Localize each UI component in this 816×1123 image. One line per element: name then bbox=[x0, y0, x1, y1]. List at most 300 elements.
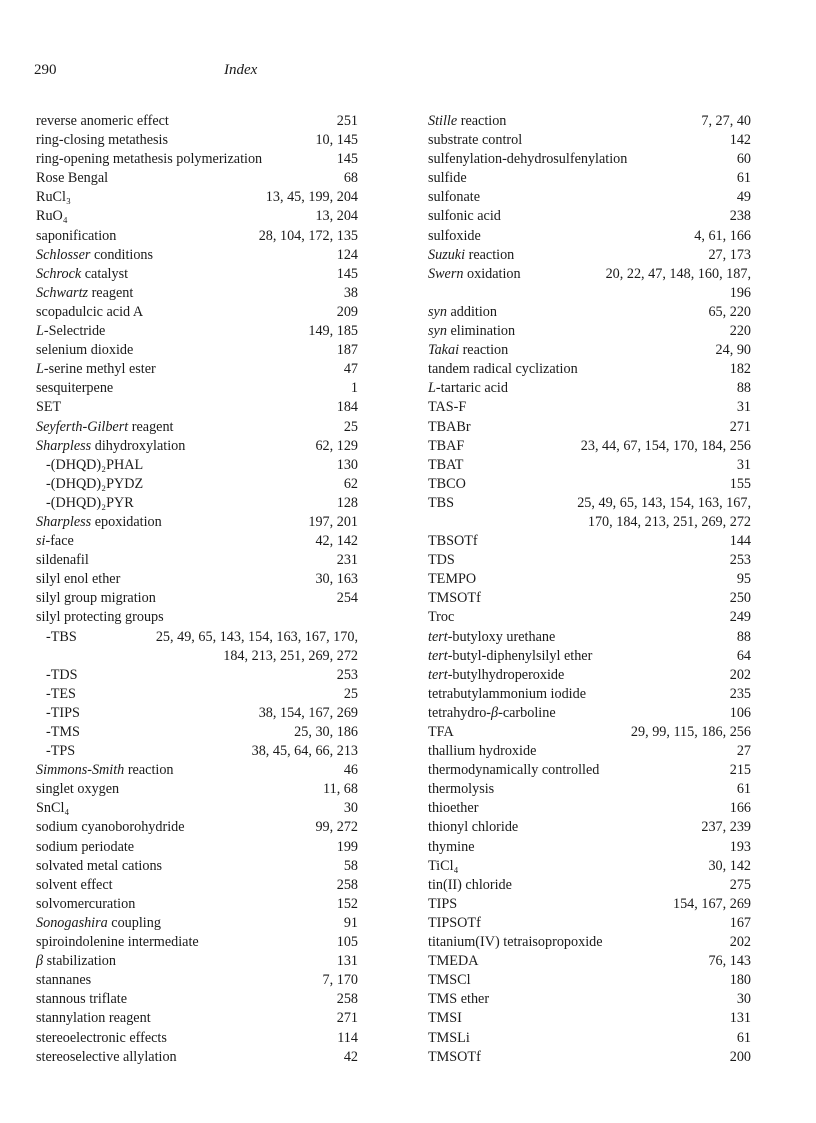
index-entry bbox=[428, 570, 751, 589]
index-entry-continuation bbox=[36, 647, 358, 666]
term-pre: -TMS bbox=[46, 724, 80, 740]
term-pre: stannylation reagent bbox=[36, 1010, 151, 1027]
page-references: 124 bbox=[336, 246, 358, 263]
index-entry bbox=[428, 990, 751, 1009]
index-term bbox=[36, 437, 185, 456]
index-term bbox=[428, 379, 508, 398]
index-entry bbox=[428, 818, 751, 837]
index-term bbox=[428, 150, 627, 169]
index-term bbox=[36, 1029, 167, 1048]
index-entry bbox=[428, 933, 751, 952]
term-pre: solvomercuration bbox=[36, 895, 136, 912]
page-references: 166 bbox=[729, 800, 751, 817]
index-entry bbox=[36, 876, 358, 895]
page-references: 13, 45, 199, 204 bbox=[265, 189, 358, 206]
index-entry bbox=[428, 628, 751, 647]
index-term bbox=[428, 207, 501, 226]
index-entry bbox=[428, 838, 751, 857]
term-pre: TMSOTf bbox=[428, 590, 481, 607]
term-pre: TMS ether bbox=[428, 991, 490, 1008]
page-references: 60 bbox=[736, 151, 751, 168]
index-term bbox=[428, 1029, 470, 1048]
index-term bbox=[428, 532, 478, 551]
index-term bbox=[36, 704, 80, 723]
index-entry bbox=[36, 570, 358, 589]
index-term bbox=[428, 169, 467, 188]
index-subentry bbox=[36, 475, 358, 494]
index-entry bbox=[428, 666, 751, 685]
index-column-left bbox=[36, 112, 358, 1067]
term-it: Schwartz bbox=[36, 284, 89, 301]
term-pre: stereoelectronic effects bbox=[36, 1029, 167, 1046]
index-entry bbox=[428, 532, 751, 551]
index-entry bbox=[428, 494, 751, 513]
page-references: 271 bbox=[729, 418, 751, 435]
page-references: 47 bbox=[343, 361, 358, 378]
index-entry bbox=[36, 895, 358, 914]
index-term bbox=[36, 799, 69, 818]
term-pre: sildenafil bbox=[36, 552, 89, 569]
page-references: 46 bbox=[343, 762, 358, 779]
page-references: 4, 61, 166 bbox=[694, 227, 751, 244]
index-term bbox=[36, 169, 108, 188]
index-term bbox=[36, 494, 134, 513]
term-it: tert bbox=[428, 647, 448, 664]
page-references: 184, 213, 251, 269, 272 bbox=[223, 647, 358, 664]
page-references: 170, 184, 213, 251, 269, 272 bbox=[587, 513, 751, 530]
index-entry-continuation bbox=[428, 513, 751, 532]
page-references: 144 bbox=[729, 533, 751, 550]
page-references: 145 bbox=[336, 151, 358, 168]
term-pre: sulfoxide bbox=[428, 227, 481, 244]
term-post: -serine methyl ester bbox=[43, 361, 156, 378]
page-number: 290 bbox=[34, 62, 57, 78]
page-references: 88 bbox=[736, 628, 751, 645]
term-it: Schlosser bbox=[36, 246, 91, 263]
index-term bbox=[36, 532, 74, 551]
index-entry bbox=[428, 303, 751, 322]
term-pre: TBABr bbox=[428, 418, 471, 435]
page-references: 31 bbox=[736, 456, 751, 473]
page-references: 142 bbox=[729, 132, 751, 149]
index-entry bbox=[428, 876, 751, 895]
page-references: 30 bbox=[343, 800, 358, 817]
index-term bbox=[36, 246, 153, 265]
index-subentry bbox=[36, 723, 358, 742]
term-pre: silyl protecting groups bbox=[36, 609, 164, 626]
page-references: 155 bbox=[729, 475, 751, 492]
page-references: 199 bbox=[336, 838, 358, 855]
page-references: 76, 143 bbox=[708, 953, 751, 970]
index-term bbox=[428, 494, 454, 513]
index-entry-continuation bbox=[428, 284, 751, 303]
term-post: -Selectride bbox=[43, 323, 106, 340]
index-entry bbox=[36, 818, 358, 837]
index-subentry bbox=[36, 628, 358, 647]
term-post: dihydroxylation bbox=[91, 437, 186, 454]
index-term bbox=[428, 895, 457, 914]
index-entry bbox=[428, 1029, 751, 1048]
term-pre: SET bbox=[36, 399, 62, 416]
index-term bbox=[36, 933, 199, 952]
index-entry bbox=[36, 360, 358, 379]
index-entry bbox=[36, 952, 358, 971]
index-term bbox=[428, 838, 475, 857]
index-term bbox=[428, 628, 555, 647]
index-term bbox=[36, 723, 80, 742]
term-post: reaction bbox=[459, 342, 509, 359]
index-entry bbox=[36, 284, 358, 303]
term-post: -carboline bbox=[498, 704, 556, 721]
page-references: 271 bbox=[336, 1010, 358, 1027]
index-entry bbox=[428, 265, 751, 284]
page-references: 249 bbox=[729, 609, 751, 626]
index-term bbox=[428, 780, 494, 799]
index-entry bbox=[428, 398, 751, 417]
page-references: 30, 163 bbox=[315, 571, 358, 588]
page-references: 64 bbox=[736, 647, 751, 664]
index-term bbox=[36, 227, 116, 246]
term-it: si bbox=[36, 533, 46, 550]
term-post: -tartaric acid bbox=[435, 380, 508, 397]
index-entry bbox=[428, 1048, 751, 1067]
index-entry bbox=[36, 838, 358, 857]
index-term bbox=[428, 647, 592, 666]
page-references: 25, 49, 65, 143, 154, 163, 167, 170, bbox=[155, 628, 358, 645]
index-entry bbox=[428, 322, 751, 341]
term-pre: TMSLi bbox=[428, 1029, 470, 1046]
index-entry bbox=[36, 246, 358, 265]
index-entry bbox=[428, 761, 751, 780]
index-term bbox=[36, 570, 120, 589]
page-references: 65, 220 bbox=[708, 303, 751, 320]
index-term bbox=[428, 818, 518, 837]
term-pre: silyl group migration bbox=[36, 590, 156, 607]
index-entry bbox=[36, 799, 358, 818]
term-pre: stereoselective allylation bbox=[36, 1048, 177, 1065]
index-entry bbox=[36, 227, 358, 246]
page-references: 180 bbox=[729, 972, 751, 989]
term-pre: sulfonate bbox=[428, 189, 481, 206]
index-term bbox=[428, 437, 464, 456]
index-entry bbox=[428, 379, 751, 398]
term-it: tert bbox=[428, 666, 448, 683]
term-post: -butyl-diphenylsilyl ether bbox=[447, 647, 593, 664]
term-pre: substrate control bbox=[428, 132, 523, 149]
term-it: L bbox=[36, 323, 44, 340]
page-references: 200 bbox=[729, 1048, 751, 1065]
page-references: 29, 99, 115, 186, 256 bbox=[630, 724, 751, 740]
index-term bbox=[36, 742, 75, 761]
term-it: Suzuki bbox=[428, 246, 466, 263]
index-entry bbox=[36, 857, 358, 876]
term-pre: titanium(IV) tetraisopropoxide bbox=[428, 934, 603, 951]
page-references: 38, 154, 167, 269 bbox=[258, 704, 358, 721]
index-term bbox=[36, 322, 105, 341]
term-pre: thallium hydroxide bbox=[428, 743, 537, 760]
term-post: -butyloxy urethane bbox=[447, 628, 556, 645]
term-pre: thymine bbox=[428, 838, 475, 855]
index-term bbox=[428, 857, 458, 876]
index-term bbox=[36, 551, 89, 570]
page-header bbox=[34, 62, 258, 79]
index-entry bbox=[428, 112, 751, 131]
index-term bbox=[36, 265, 128, 284]
index-term bbox=[36, 188, 71, 207]
page-references: 20, 22, 47, 148, 160, 187, bbox=[605, 265, 751, 282]
term-post: reagent bbox=[128, 418, 174, 435]
index-entry bbox=[428, 608, 751, 627]
page-references: 202 bbox=[729, 666, 751, 683]
index-entry bbox=[36, 1029, 358, 1048]
term-pre: TFA bbox=[428, 724, 454, 740]
index-entry bbox=[36, 532, 358, 551]
index-entry bbox=[36, 589, 358, 608]
page-references: 258 bbox=[336, 876, 358, 893]
index-term bbox=[428, 418, 471, 437]
index-term bbox=[428, 188, 480, 207]
page-references: 154, 167, 269 bbox=[672, 895, 751, 912]
term-post: stabilization bbox=[43, 953, 116, 970]
index-entry bbox=[36, 437, 358, 456]
index-term bbox=[36, 685, 76, 704]
index-entry bbox=[36, 780, 358, 799]
index-entry bbox=[36, 207, 358, 226]
term-pre: saponification bbox=[36, 227, 117, 244]
index-term bbox=[36, 379, 113, 398]
index-term bbox=[428, 876, 512, 895]
index-term bbox=[36, 360, 156, 379]
running-title: Index bbox=[224, 62, 258, 78]
page-references: 25 bbox=[343, 685, 358, 702]
term-pre: tetrahydro- bbox=[428, 704, 492, 721]
term-pre: ring-opening metathesis polymerization bbox=[36, 151, 263, 168]
page-references: 202 bbox=[729, 934, 751, 951]
term-it: Simmons-Smith bbox=[36, 762, 125, 779]
term-it: Swern bbox=[428, 265, 464, 282]
page-references: 184 bbox=[336, 399, 358, 416]
page-references: 11, 68 bbox=[323, 781, 358, 798]
index-entry bbox=[428, 952, 751, 971]
index-entry bbox=[36, 608, 358, 627]
index-term bbox=[36, 456, 143, 475]
index-subentry bbox=[36, 456, 358, 475]
term-it: tert bbox=[428, 628, 448, 645]
page-references: 27, 173 bbox=[708, 246, 751, 263]
index-subentry bbox=[36, 494, 358, 513]
term-post: reaction bbox=[457, 113, 507, 129]
index-term bbox=[36, 818, 185, 837]
term-pre: TBSOTf bbox=[428, 533, 478, 550]
index-term bbox=[428, 456, 463, 475]
term-pre: solvent effect bbox=[36, 876, 113, 893]
term-post: conditions bbox=[90, 246, 154, 263]
index-entry bbox=[428, 685, 751, 704]
index-term bbox=[36, 475, 143, 494]
page-references: 131 bbox=[729, 1010, 751, 1027]
index-entry bbox=[428, 418, 751, 437]
term-it: Sonogashira bbox=[36, 914, 108, 931]
page-references: 25 bbox=[343, 418, 358, 435]
term-pre: stannanes bbox=[36, 972, 92, 989]
index-entry bbox=[36, 990, 358, 1009]
term-post: reaction bbox=[465, 246, 515, 263]
page-references: 114 bbox=[337, 1029, 358, 1046]
term-pre: sulfonic acid bbox=[428, 208, 501, 225]
index-term bbox=[36, 666, 78, 685]
index-entry bbox=[428, 914, 751, 933]
index-term bbox=[36, 303, 143, 322]
term-it: β bbox=[36, 953, 44, 970]
page-references: 30 bbox=[736, 991, 751, 1008]
index-entry bbox=[428, 227, 751, 246]
index-term bbox=[428, 742, 536, 761]
index-term bbox=[428, 589, 481, 608]
index-term bbox=[428, 265, 521, 284]
index-term bbox=[36, 952, 116, 971]
page-references: 61 bbox=[736, 1029, 751, 1046]
index-term bbox=[428, 704, 556, 723]
page-references: 187 bbox=[336, 342, 358, 359]
index-entry bbox=[428, 799, 751, 818]
term-it: syn bbox=[428, 303, 447, 320]
index-entry bbox=[36, 322, 358, 341]
page-references: 42 bbox=[343, 1048, 358, 1065]
page-references: 105 bbox=[336, 934, 358, 951]
page-references: 197, 201 bbox=[308, 513, 358, 530]
index-term bbox=[428, 227, 481, 246]
index-subentry bbox=[36, 685, 358, 704]
page-references: 38 bbox=[343, 284, 358, 301]
index-entry bbox=[428, 857, 751, 876]
term-post: reaction bbox=[124, 762, 174, 779]
index-term bbox=[36, 780, 119, 799]
index-subentry bbox=[36, 742, 358, 761]
index-term bbox=[428, 799, 478, 818]
term-pre: -(DHQD)₂PYDZ bbox=[46, 475, 144, 492]
index-term bbox=[36, 895, 135, 914]
index-entry bbox=[428, 895, 751, 914]
index-term bbox=[36, 608, 164, 627]
index-entry bbox=[36, 971, 358, 990]
term-pre: TBAT bbox=[428, 456, 464, 473]
page-references: 238 bbox=[729, 208, 751, 225]
page-references: 25, 30, 186 bbox=[294, 724, 358, 740]
term-pre: -TIPS bbox=[46, 704, 80, 721]
term-pre: -(DHQD)₂PYR bbox=[46, 494, 134, 511]
index-entry bbox=[428, 207, 751, 226]
page-references: 131 bbox=[336, 953, 358, 970]
term-it: β bbox=[491, 704, 499, 721]
page-references: 152 bbox=[336, 895, 358, 912]
index-entry bbox=[36, 551, 358, 570]
page-references: 182 bbox=[729, 361, 751, 378]
term-pre: sodium periodate bbox=[36, 838, 135, 855]
index-term bbox=[36, 876, 113, 895]
page-references: 49 bbox=[736, 189, 751, 206]
term-pre: sulfide bbox=[428, 170, 467, 187]
page-references: 62 bbox=[343, 475, 358, 492]
index-term bbox=[428, 360, 578, 379]
page-references: 250 bbox=[729, 590, 751, 607]
term-pre: TIPS bbox=[428, 895, 458, 912]
index-entry bbox=[36, 398, 358, 417]
term-pre: RuO₄ bbox=[36, 208, 68, 225]
index-entry bbox=[428, 551, 751, 570]
index-column-right bbox=[428, 112, 751, 1067]
term-post: reagent bbox=[88, 284, 134, 301]
term-post: oxidation bbox=[463, 265, 521, 282]
index-term bbox=[428, 398, 466, 417]
index-term bbox=[36, 112, 169, 131]
index-subentry bbox=[36, 704, 358, 723]
index-entry bbox=[428, 456, 751, 475]
page-references: 220 bbox=[729, 323, 751, 340]
index-entry bbox=[428, 360, 751, 379]
term-pre: -TDS bbox=[46, 666, 78, 683]
page-references: 1 bbox=[350, 380, 358, 397]
term-pre: TMSCl bbox=[428, 972, 471, 989]
index-term bbox=[36, 418, 174, 437]
index-term bbox=[428, 131, 522, 150]
page-references: 30, 142 bbox=[708, 857, 751, 874]
index-entry bbox=[36, 169, 358, 188]
index-term bbox=[428, 246, 514, 265]
index-entry bbox=[36, 1009, 358, 1028]
term-pre: -TPS bbox=[46, 743, 76, 760]
index-entry bbox=[36, 303, 358, 322]
page-references: 95 bbox=[736, 571, 751, 588]
term-post: -face bbox=[45, 533, 74, 550]
term-pre: TiCl₄ bbox=[428, 857, 459, 874]
index-term bbox=[36, 628, 77, 647]
index-subentry bbox=[36, 666, 358, 685]
index-entry bbox=[36, 150, 358, 169]
index-term bbox=[428, 1009, 462, 1028]
page-references: 196 bbox=[729, 284, 751, 301]
term-pre: sesquiterpene bbox=[36, 380, 114, 397]
index-entry bbox=[428, 188, 751, 207]
term-pre: thermodynamically controlled bbox=[428, 762, 600, 779]
term-pre: Rose Bengal bbox=[36, 170, 109, 187]
index-term bbox=[428, 723, 454, 742]
term-pre: TMSI bbox=[428, 1010, 462, 1027]
index-entry bbox=[36, 341, 358, 360]
page-references: 251 bbox=[336, 113, 358, 129]
page-references: 61 bbox=[736, 170, 751, 187]
page-references: 10, 145 bbox=[315, 132, 358, 149]
term-it: Sharpless bbox=[36, 513, 92, 530]
index-term bbox=[36, 589, 156, 608]
page-references: 62, 129 bbox=[315, 437, 358, 454]
term-pre: Troc bbox=[428, 609, 455, 626]
index-term bbox=[36, 207, 68, 226]
term-pre: TAS-F bbox=[428, 399, 467, 416]
index-term bbox=[428, 1048, 481, 1067]
term-it: L bbox=[428, 380, 436, 397]
term-post: catalyst bbox=[81, 265, 129, 282]
index-entry bbox=[36, 513, 358, 532]
page-references: 253 bbox=[336, 666, 358, 683]
term-pre: TMEDA bbox=[428, 953, 479, 970]
term-pre: TBAF bbox=[428, 437, 465, 454]
term-pre: TEMPO bbox=[428, 571, 477, 588]
index-term bbox=[36, 914, 161, 933]
page-references: 149, 185 bbox=[308, 323, 358, 340]
page-references: 128 bbox=[336, 494, 358, 511]
page-references: 88 bbox=[736, 380, 751, 397]
page-references: 24, 90 bbox=[715, 342, 751, 359]
